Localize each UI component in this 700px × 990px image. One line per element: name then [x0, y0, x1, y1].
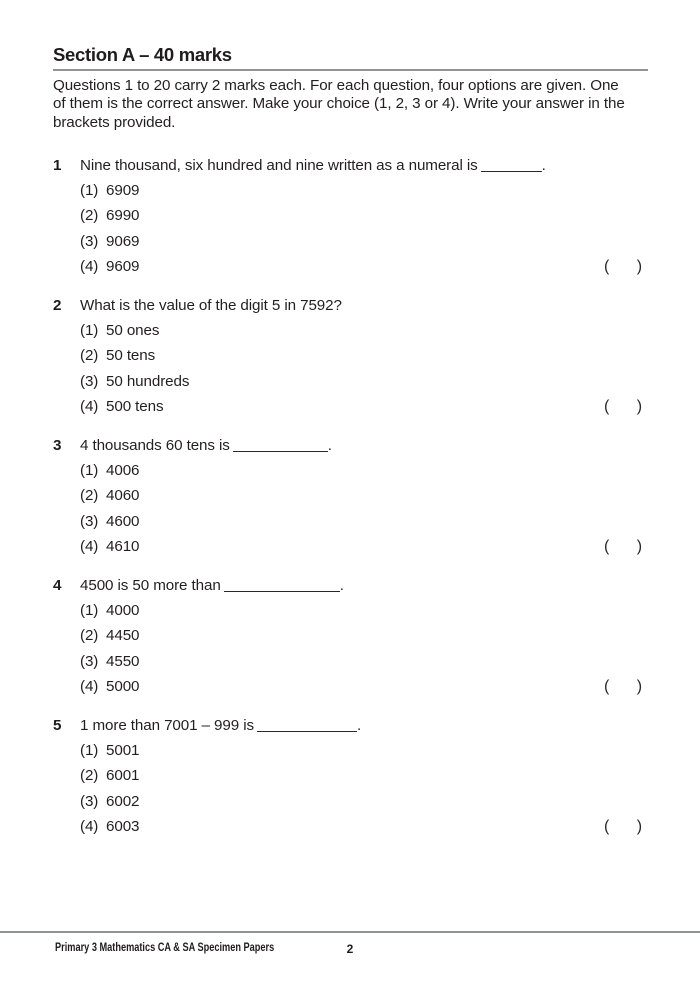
option-value: 6001: [106, 767, 140, 785]
question-row: [53, 713, 648, 738]
answer-blank: [481, 171, 542, 172]
options-list: [53, 738, 648, 839]
options-list: [53, 178, 648, 279]
option-value: 5001: [106, 742, 140, 760]
option-row: [80, 649, 648, 674]
question-block: [53, 293, 648, 419]
option-value: 4450: [106, 627, 140, 645]
instructions-line-3: brackets provided.: [53, 113, 176, 131]
option-value: 500 tens: [106, 397, 164, 415]
question-text: What is the value of the digit 5 in 7592?: [80, 297, 342, 315]
instructions: [53, 77, 648, 132]
question-body: [80, 713, 648, 738]
option-row: [80, 623, 648, 648]
answer-brackets: [604, 394, 642, 419]
option-label: (2): [80, 767, 99, 785]
close-bracket: ): [636, 817, 642, 835]
option-value: 50 hundreds: [106, 372, 190, 390]
option-label: (3): [80, 372, 99, 390]
question-text: 4500 is 50 more than: [80, 577, 221, 595]
option-label: (1): [80, 602, 99, 620]
option-row: [80, 254, 648, 279]
option-value: 4600: [106, 512, 140, 530]
option-row: [80, 789, 648, 814]
answer-brackets: [604, 674, 642, 699]
question-text: Nine thousand, six hundred and nine written as a numeral is: [80, 157, 478, 174]
option-row: [80, 394, 648, 419]
option-label: (1): [80, 182, 99, 200]
option-value: 5000: [106, 677, 140, 695]
option-label: (2): [80, 487, 99, 505]
answer-blank: [233, 451, 328, 452]
open-bracket: (: [604, 817, 610, 835]
question-number: 2: [53, 297, 62, 315]
question-suffix: .: [541, 157, 546, 174]
option-label: (3): [80, 512, 99, 530]
option-value: 4610: [106, 537, 140, 555]
option-label: (3): [80, 652, 99, 670]
option-row: [80, 534, 648, 559]
option-value: 9069: [106, 232, 140, 250]
answer-brackets: [604, 254, 642, 279]
close-bracket: ): [636, 397, 642, 415]
question-body: [80, 293, 648, 318]
question-suffix: .: [356, 717, 362, 735]
option-label: (2): [80, 627, 99, 645]
option-row: [80, 509, 648, 534]
option-label: (1): [80, 742, 99, 760]
question-row: [53, 153, 648, 178]
option-row: [80, 318, 648, 343]
question-block: [53, 573, 648, 699]
option-value: 9609: [106, 257, 140, 275]
option-row: [80, 458, 648, 483]
option-row: [80, 674, 648, 699]
option-row: [80, 178, 648, 203]
question-number: 5: [53, 717, 62, 735]
questions-list: [53, 153, 648, 853]
question-text: 4 thousands 60 tens is: [80, 437, 230, 455]
option-row: [80, 343, 648, 368]
option-value: 6002: [106, 792, 140, 810]
question-row: [53, 433, 648, 458]
option-row: [80, 763, 648, 788]
option-value: 6003: [106, 817, 140, 835]
option-row: [80, 738, 648, 763]
section-title: Section A – 40 marks: [53, 44, 232, 65]
footer-divider: [0, 931, 700, 933]
option-value: 50 tens: [106, 347, 156, 365]
option-value: 4550: [106, 652, 140, 670]
question-suffix: .: [327, 437, 332, 455]
options-list: [53, 598, 648, 699]
option-label: (4): [80, 817, 99, 835]
question-row: [53, 573, 648, 598]
option-label: (1): [80, 322, 99, 340]
option-label: (4): [80, 397, 99, 415]
option-row: [80, 229, 648, 254]
instructions-line-2: of them is the correct answer. Make your choice (1, 2, 3 or 4). Write your answer in the: [53, 95, 625, 113]
question-row: [53, 293, 648, 318]
question-number: 4: [53, 577, 62, 595]
page-number: 2: [346, 942, 354, 956]
option-label: (4): [80, 537, 99, 555]
option-value: 6909: [106, 182, 140, 200]
question-body: [80, 153, 648, 178]
option-value: 6990: [106, 207, 140, 225]
close-bracket: ): [636, 677, 642, 695]
option-row: [80, 369, 648, 394]
question-number: 1: [53, 157, 62, 174]
option-label: (4): [80, 257, 99, 275]
open-bracket: (: [604, 537, 610, 555]
option-row: [80, 598, 648, 623]
option-value: 4060: [106, 487, 140, 505]
answer-brackets: [604, 814, 642, 839]
option-label: (3): [80, 232, 99, 250]
option-label: (1): [80, 462, 99, 480]
option-row: [80, 814, 648, 839]
question-body: [80, 433, 648, 458]
option-row: [80, 203, 648, 228]
options-list: [53, 458, 648, 559]
footer-title: Primary 3 Mathematics CA & SA Specimen Papers: [55, 942, 275, 954]
option-value: 4006: [106, 462, 140, 480]
close-bracket: ): [636, 257, 642, 275]
option-value: 50 ones: [106, 322, 160, 340]
open-bracket: (: [604, 257, 610, 275]
open-bracket: (: [604, 677, 610, 695]
options-list: [53, 318, 648, 419]
answer-blank: [224, 591, 340, 592]
option-label: (4): [80, 677, 99, 695]
answer-blank: [257, 731, 357, 732]
footer-row: [0, 942, 700, 960]
question-number: 3: [53, 437, 62, 455]
question-text: 1 more than 7001 – 999 is: [80, 717, 254, 735]
answer-brackets: [604, 534, 642, 559]
option-row: [80, 483, 648, 508]
question-body: [80, 573, 648, 598]
section-header: [53, 44, 648, 71]
question-block: [53, 153, 648, 279]
question-suffix: .: [339, 577, 344, 595]
close-bracket: ): [636, 537, 642, 555]
option-label: (3): [80, 792, 99, 810]
option-label: (2): [80, 207, 99, 225]
question-block: [53, 433, 648, 559]
question-block: [53, 713, 648, 839]
open-bracket: (: [604, 397, 610, 415]
instructions-line-1: Questions 1 to 20 carry 2 marks each. For each question, four options are given. One: [53, 77, 619, 94]
option-label: (2): [80, 347, 99, 365]
option-value: 4000: [106, 602, 140, 620]
